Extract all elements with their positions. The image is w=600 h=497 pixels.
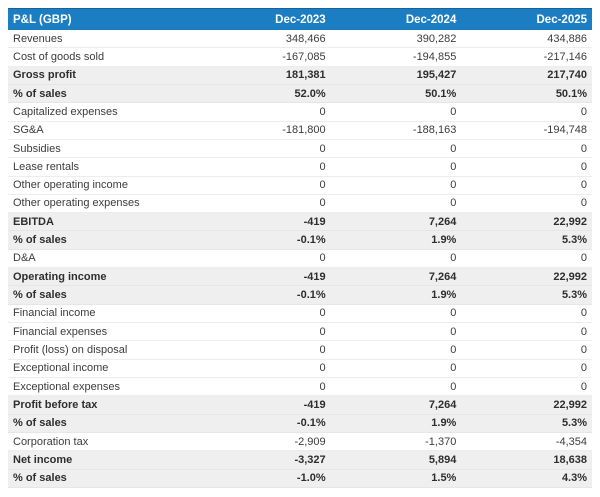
row-value-dec-2025: 0	[580, 105, 588, 118]
row-label: Lease rentals	[13, 160, 80, 173]
row-value-dec-2024: 0	[450, 343, 457, 356]
row-value-dec-2025: 434,886	[547, 32, 588, 45]
row-label: % of sales	[13, 472, 67, 485]
row-value-dec-2023: 348,466	[285, 32, 326, 45]
row-value-dec-2025: 22,992	[553, 215, 588, 228]
row-label: SG&A	[13, 124, 44, 137]
row-value-dec-2024: 1.9%	[431, 234, 457, 247]
row-value-dec-2024: -1,370	[425, 435, 457, 448]
row-label: % of sales	[13, 87, 67, 100]
row-value-dec-2024: 1.9%	[431, 289, 457, 302]
row-value-dec-2023: 0	[319, 325, 326, 338]
table-row	[8, 231, 592, 249]
row-value-dec-2025: 18,638	[553, 453, 588, 466]
row-value-dec-2024: 7,264	[428, 270, 457, 283]
row-label: Operating income	[13, 270, 107, 283]
row-label: Other operating income	[13, 179, 128, 192]
row-value-dec-2024: 1.5%	[431, 472, 457, 485]
row-value-dec-2025: 50.1%	[555, 87, 588, 100]
row-label: Exceptional expenses	[13, 380, 121, 393]
table-row	[8, 250, 592, 268]
row-label: Capitalized expenses	[13, 105, 118, 118]
row-value-dec-2025: 4.3%	[561, 472, 588, 485]
row-value-dec-2023: -167,085	[282, 50, 326, 63]
table-row	[8, 360, 592, 378]
table-row	[8, 67, 592, 85]
table-row	[8, 122, 592, 140]
table-row	[8, 286, 592, 304]
row-value-dec-2023: -181,800	[282, 124, 326, 137]
table-row	[8, 451, 592, 469]
row-value-dec-2024: -194,855	[412, 50, 457, 63]
table-row	[8, 268, 592, 286]
row-value-dec-2025: 0	[580, 380, 588, 393]
table-row	[8, 140, 592, 158]
row-value-dec-2023: 0	[319, 252, 326, 265]
column-header-dec-2025: Dec-2025	[536, 13, 588, 26]
column-header-dec-2024: Dec-2024	[405, 13, 457, 26]
row-value-dec-2025: 0	[580, 307, 588, 320]
row-value-dec-2023: -0.1%	[296, 417, 326, 430]
row-label: Cost of goods sold	[13, 50, 105, 63]
table-header-row	[8, 8, 592, 30]
row-label: EBITDA	[13, 215, 54, 228]
row-label: Profit (loss) on disposal	[13, 343, 128, 356]
row-value-dec-2023: -3,327	[294, 453, 326, 466]
table-row	[8, 195, 592, 213]
row-value-dec-2024: 50.1%	[425, 87, 457, 100]
row-value-dec-2023: 181,381	[285, 69, 326, 82]
row-value-dec-2023: 0	[319, 179, 326, 192]
row-value-dec-2024: 0	[450, 307, 457, 320]
row-value-dec-2023: 0	[319, 380, 326, 393]
row-value-dec-2025: -217,146	[543, 50, 588, 63]
profit-and-loss-table	[8, 8, 592, 488]
row-label: Revenues	[13, 32, 63, 45]
row-value-dec-2023: -419	[303, 215, 326, 228]
row-value-dec-2025: 5.3%	[561, 289, 588, 302]
table-row	[8, 103, 592, 121]
row-value-dec-2023: 0	[319, 343, 326, 356]
row-value-dec-2025: 0	[580, 362, 588, 375]
row-value-dec-2023: 52.0%	[294, 87, 326, 100]
row-value-dec-2025: 0	[580, 343, 588, 356]
row-label: % of sales	[13, 417, 67, 430]
row-value-dec-2024: 5,894	[428, 453, 457, 466]
table-row	[8, 470, 592, 488]
row-label: Financial income	[13, 307, 96, 320]
row-label: Profit before tax	[13, 398, 98, 411]
row-value-dec-2025: 5.3%	[561, 234, 588, 247]
row-value-dec-2023: -419	[303, 270, 326, 283]
row-value-dec-2024: 0	[450, 197, 457, 210]
row-label: Net income	[13, 453, 73, 466]
row-value-dec-2024: 7,264	[428, 215, 457, 228]
table-row	[8, 48, 592, 66]
row-value-dec-2025: 217,740	[547, 69, 588, 82]
row-value-dec-2024: 0	[450, 252, 457, 265]
row-value-dec-2024: 0	[450, 142, 457, 155]
table-row	[8, 305, 592, 323]
row-value-dec-2024: 0	[450, 362, 457, 375]
row-label: Subsidies	[13, 142, 61, 155]
row-value-dec-2025: 0	[580, 179, 588, 192]
row-value-dec-2023: -0.1%	[296, 289, 326, 302]
row-value-dec-2024: 0	[450, 179, 457, 192]
row-value-dec-2024: 390,282	[416, 32, 457, 45]
row-value-dec-2025: 22,992	[553, 398, 588, 411]
row-value-dec-2024: 7,264	[428, 398, 457, 411]
row-value-dec-2023: -2,909	[294, 435, 326, 448]
row-value-dec-2025: 0	[580, 252, 588, 265]
row-label: Financial expenses	[13, 325, 108, 338]
table-row	[8, 378, 592, 396]
row-value-dec-2023: -419	[303, 398, 326, 411]
table-row	[8, 415, 592, 433]
table-row	[8, 396, 592, 414]
row-value-dec-2025: 0	[580, 325, 588, 338]
row-value-dec-2025: -194,748	[543, 124, 588, 137]
row-value-dec-2023: -0.1%	[296, 234, 326, 247]
row-value-dec-2024: 0	[450, 325, 457, 338]
table-row	[8, 433, 592, 451]
row-value-dec-2024: 1.9%	[431, 417, 457, 430]
row-value-dec-2025: 0	[580, 142, 588, 155]
row-label: Exceptional income	[13, 362, 109, 375]
row-value-dec-2025: 5.3%	[561, 417, 588, 430]
row-value-dec-2023: 0	[319, 105, 326, 118]
table-header-title: P&L (GBP)	[13, 13, 72, 26]
row-value-dec-2023: -1.0%	[296, 472, 326, 485]
column-header-dec-2023: Dec-2023	[275, 13, 326, 26]
table-row	[8, 341, 592, 359]
row-label: Other operating expenses	[13, 197, 140, 210]
row-label: Gross profit	[13, 69, 76, 82]
row-value-dec-2023: 0	[319, 160, 326, 173]
row-label: % of sales	[13, 234, 67, 247]
row-value-dec-2025: 0	[580, 197, 588, 210]
row-value-dec-2024: 0	[450, 160, 457, 173]
row-value-dec-2025: 22,992	[553, 270, 588, 283]
row-value-dec-2024: 195,427	[416, 69, 457, 82]
row-value-dec-2023: 0	[319, 197, 326, 210]
table-body	[8, 30, 592, 488]
table-row	[8, 323, 592, 341]
table-row	[8, 85, 592, 103]
row-value-dec-2025: -4,354	[555, 435, 588, 448]
row-value-dec-2025: 0	[580, 160, 588, 173]
row-value-dec-2024: 0	[450, 105, 457, 118]
table-row	[8, 158, 592, 176]
row-value-dec-2023: 0	[319, 142, 326, 155]
row-label: % of sales	[13, 289, 67, 302]
table-row	[8, 30, 592, 48]
row-label: Corporation tax	[13, 435, 89, 448]
table-row	[8, 177, 592, 195]
row-value-dec-2023: 0	[319, 362, 326, 375]
row-value-dec-2024: 0	[450, 380, 457, 393]
row-value-dec-2024: -188,163	[412, 124, 457, 137]
table-row	[8, 213, 592, 231]
row-label: D&A	[13, 252, 36, 265]
row-value-dec-2023: 0	[319, 307, 326, 320]
